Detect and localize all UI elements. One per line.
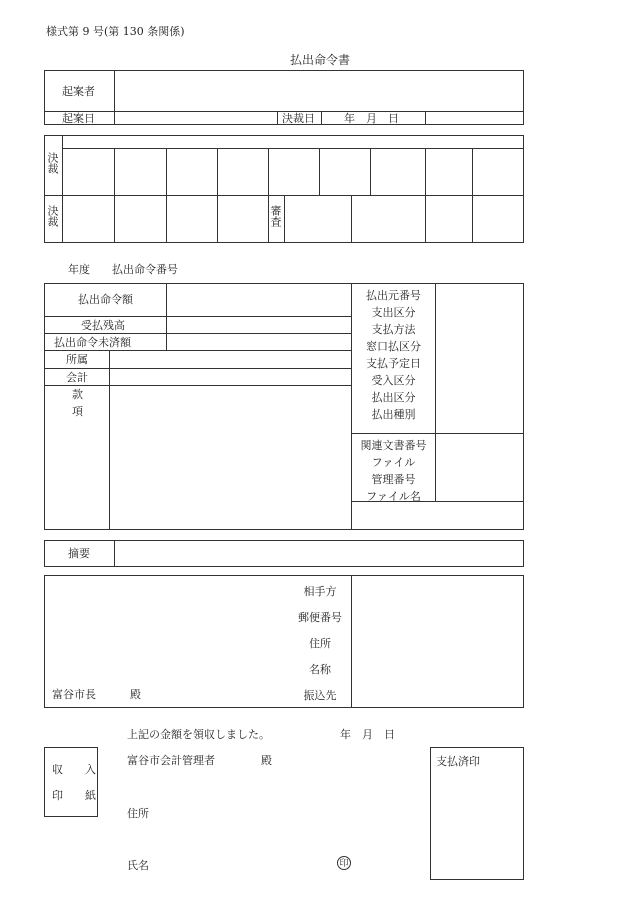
form-number: 様式第 9 号(第 130 条関係) <box>46 25 185 38</box>
mayor-dono: 殿 <box>130 688 141 701</box>
right-field: 支出区分 <box>371 306 416 319</box>
related-field: 関連文書番号 <box>360 439 427 452</box>
draft-date-label: 起案日 <box>62 112 95 125</box>
related-field-list <box>352 437 435 505</box>
right-field: 払出種別 <box>371 408 416 421</box>
decision-date-ymd: 年 月 日 <box>344 112 399 125</box>
revenue-stamp-box <box>44 747 98 817</box>
summary-label: 摘要 <box>68 547 90 560</box>
kou-label: 項 <box>72 405 83 418</box>
treasurer-dono: 殿 <box>261 754 272 767</box>
stamp-bottom-label: 印 紙 <box>52 789 96 802</box>
treasurer-label: 富谷市会計管理者 <box>127 754 215 767</box>
right-field: 支払予定日 <box>366 357 421 370</box>
related-field: ファイル名 <box>366 490 421 503</box>
account-label: 会計 <box>66 371 88 384</box>
related-field: ファイル <box>371 456 416 469</box>
order-number-label: 払出命令番号 <box>112 263 178 276</box>
payee-field-list <box>290 583 350 713</box>
right-field: 払出元番号 <box>366 289 421 302</box>
payee-field: 郵便番号 <box>298 611 342 624</box>
right-field-list <box>352 287 435 423</box>
paid-stamp-label: 支払済印 <box>436 755 480 768</box>
right-field: 受入区分 <box>371 374 416 387</box>
kessai-label-2: 決裁 <box>46 205 59 227</box>
stamp-top-label: 収 入 <box>52 763 96 776</box>
received-balance-label: 受払残高 <box>81 319 125 332</box>
payee-field: 振込先 <box>303 689 337 702</box>
address-label: 住所 <box>127 807 149 820</box>
unsettled-label: 払出命令未済額 <box>54 336 131 349</box>
kan-label: 款 <box>72 388 83 401</box>
payee-box <box>44 575 524 708</box>
seal-mark: 印 <box>337 856 351 870</box>
shinsa-label: 審査 <box>269 205 282 227</box>
payee-field: 名称 <box>309 663 331 676</box>
name-label: 氏名 <box>127 859 149 872</box>
amount-label: 払出命令額 <box>78 293 133 306</box>
kessai-label-1: 決裁 <box>46 152 59 174</box>
mayor-label: 富谷市長 <box>52 688 96 701</box>
drafter-label: 起案者 <box>62 85 95 98</box>
received-text: 上記の金額を領収しました。 <box>127 728 270 741</box>
right-field: 払出区分 <box>371 391 416 404</box>
decision-date-label: 決裁日 <box>282 112 315 125</box>
summary-box <box>44 540 524 567</box>
year-label: 年度 <box>68 263 90 276</box>
payee-field: 相手方 <box>303 585 337 598</box>
related-field: 管理番号 <box>371 473 416 486</box>
received-ymd: 年 月 日 <box>340 728 395 741</box>
right-field: 窓口払区分 <box>366 340 421 353</box>
page-title: 払出命令書 <box>290 53 351 67</box>
right-field: 支払方法 <box>371 323 416 336</box>
dept-label: 所属 <box>66 353 88 366</box>
payee-field: 住所 <box>309 637 331 650</box>
